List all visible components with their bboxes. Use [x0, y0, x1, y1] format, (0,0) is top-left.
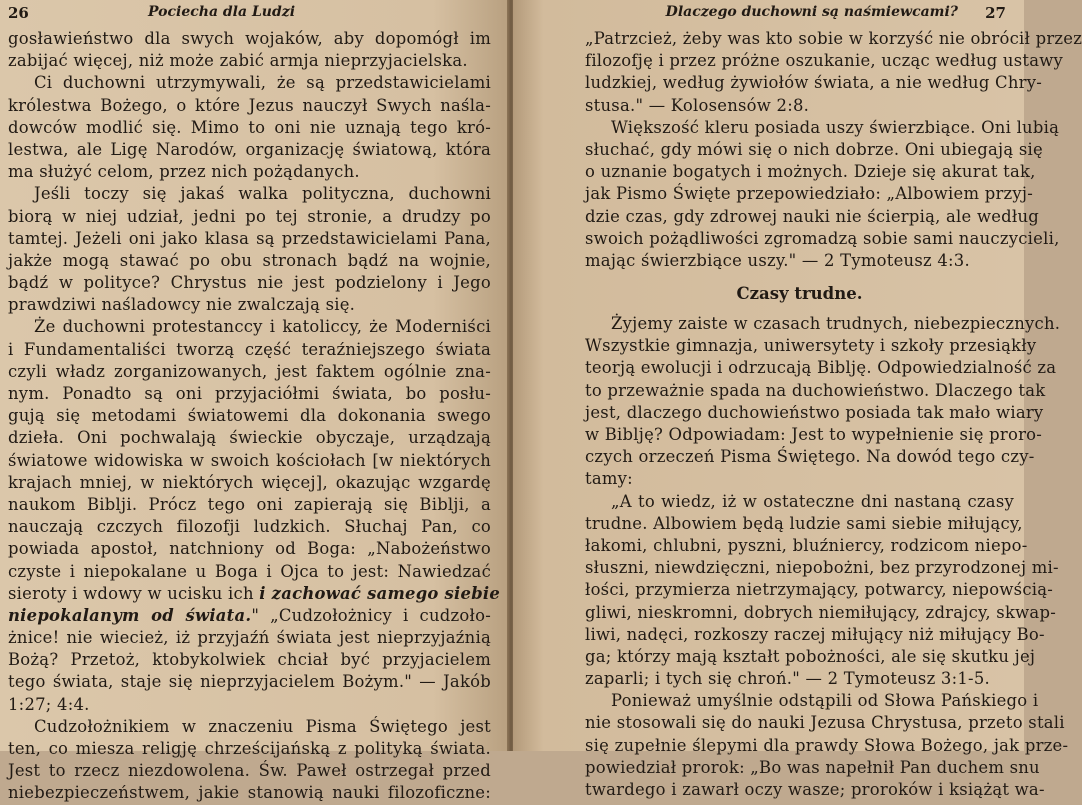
text-line: jakże mogą stawać po obu stronach bądź na wojnie, [8, 250, 491, 270]
text-line: jest, dlaczego duchowieństwo posiada tak mało wiary [585, 402, 1044, 422]
text-line: czyste i niepokalane u Boga i Ojca to jest: Nawiedzać [8, 561, 491, 581]
text-line: Bożą? Przetoż, ktobykolwiek chciał być przyjacielem [8, 650, 491, 670]
text-line: twardego i zawarł oczy wasze; proroków i książąt wa- [585, 780, 1045, 799]
text-line: o uznanie bogatych i możnych. Dzieje się akurat tak, [585, 162, 1036, 182]
text-line: liwi, nadęci, rozkoszy raczej miłujący niż miłujący Bo- [585, 624, 1045, 644]
text-line: tego świata, staje się nieprzyjacielem Bożym." — Jakób [8, 672, 491, 692]
text-line: ludzkiej, według żywiołów świata, a nie według Chry- [585, 73, 1043, 93]
text-line: tamtej. Jeżeli oni jako klasa są przedstawicielami Pana, [8, 228, 491, 248]
text-line: „A to wiedz, iż w ostateczne dni nastaną czasy [611, 491, 1014, 511]
text-line: tamy: [585, 469, 633, 489]
text-line: słuchać, gdy mówi się o nich dobrze. Oni ubiegają się [585, 139, 1043, 159]
section-heading: Czasy trudne. [736, 284, 863, 304]
text-line: Cudzołożnikiem w znaczeniu Pisma Świętego jest [34, 716, 491, 736]
text-line: łości, przymierza nietrzymający, potwarcy, niepowścią- [585, 580, 1054, 600]
text-line: królestwa Bożego, o które Jezus nauczył Swych naśla- [8, 95, 491, 115]
text-line: to przeważnie spada na duchowieństwo. Dlaczego tak [585, 380, 1046, 400]
text-line: powiedział prorok: „Bo was napełnił Pan duchem snu [585, 757, 1040, 777]
left-page-body [8, 28, 501, 805]
text-line: powiada apostoł, natchniony od Boga: „Nabożeństwo [8, 539, 491, 559]
right-page [513, 0, 1082, 799]
text-line: światowe widowiska w swoich kościołach [w niektórych [8, 450, 491, 470]
text-line: Jeśli toczy się jakaś walka polityczna, duchowni [34, 184, 491, 204]
text-line: ten, co miesza religję chrześcijańską z polityką świata. [8, 739, 491, 758]
left-page-header [8, 0, 491, 28]
page-number: 27 [985, 4, 1006, 22]
text-line: się zupełnie ślepymi dla prawdy Słowa Bożego, jak prze- [585, 735, 1069, 755]
text-line: sieroty i wdowy w ucisku ich i zachować samego siebie [8, 583, 501, 603]
text-line: dowców modlić się. Mimo to oni nie uznają tego kró- [8, 117, 491, 137]
italic-emphasis: i zachować samego siebie [259, 583, 501, 603]
text-line: gują się metodami światowemi dla dokonania swego [8, 406, 491, 426]
text-line: zaparli; i tych się chroń." — 2 Tymoteusz 3:1-5. [585, 669, 990, 689]
text-line: niepokalanym od świata." „Cudzołożnicy i cudzoło- [8, 605, 491, 625]
text-line: Wszystkie gimnazja, uniwersytety i szkoły przesiąkły [585, 336, 1037, 356]
text-line: teorją ewolucji i odrzucają Biblję. Odpowiedzialność za [585, 358, 1057, 378]
text-line: 1:27; 4:4. [8, 694, 90, 714]
text-line: gliwi, nieskromni, dobrych niemiłujący, zdrajcy, skwap- [585, 602, 1056, 622]
text-line: filozofję i przez próżne oszukanie, ucząc według ustawy [585, 51, 1064, 71]
text-line: czych orzeczeń Pisma Świętego. Na dowód tego czy- [585, 447, 1035, 467]
text-line: Jest to rzecz niezdowolena. Św. Paweł ostrzegał przed [8, 761, 491, 781]
text-line: Większość kleru posiada uszy świerzbiące. Oni lubią [611, 117, 1060, 137]
text-line: dzieła. Oni pochwalają świeckie obyczaje, urządzają [8, 428, 491, 448]
text-line: trudne. Albowiem będą ludzie sami siebie miłujący, [585, 513, 1023, 533]
right-page-body-top [585, 28, 1082, 272]
text-line: i Fundamentaliści tworzą część teraźniejszego świata [8, 339, 491, 359]
text-line: stusa." — Kolosensów 2:8. [585, 95, 810, 115]
text-line: ga; którzy mają kształt pobożności, ale się skutku jej [585, 646, 1036, 666]
text-line: niebezpieczeństwem, jakie stanowią nauki filozoficzne: [8, 783, 491, 803]
left-page [0, 0, 509, 803]
text-line: lestwa, ale Ligę Narodów, organizację światową, która [8, 139, 491, 159]
text-line: mając świerzbiące uszy." — 2 Tymoteusz 4:3. [585, 250, 970, 270]
right-page-body-bottom [585, 313, 1069, 801]
text-line: Że duchowni protestanccy i katoliccy, że Moderniści [34, 317, 491, 337]
text-line: ma służyć celom, przez nich pożądanych. [8, 162, 360, 182]
running-title: Pociecha dla Ludzi [148, 4, 296, 20]
italic-emphasis: niepokalanym od świata. [8, 605, 252, 625]
text-line: dzie czas, gdy zdrowej nauki nie ścierpią, ale według [585, 206, 1040, 226]
page-number: 26 [8, 4, 29, 22]
text-line: nym. Ponadto są oni przyjaciółmi świata, bo posłu- [8, 384, 491, 403]
text-line: „Patrzcież, żeby was kto sobie w korzyść nie obrócił przez [585, 29, 1082, 48]
text-line: bądź w polityce? Chrystus nie jest podzielony i Jego [8, 273, 491, 293]
text-line: naukom Biblji. Prócz tego oni zapierają się Biblji, a [8, 494, 491, 514]
text-line: żnice! nie wiecież, iż przyjaźń świata jest nieprzyjaźnią [8, 628, 491, 648]
text-line: słuszni, niewdzięczni, niepobożni, bez przyrodzonej mi- [585, 558, 1059, 578]
text-line: Żyjemy zaiste w czasach trudnych, niebezpiecznych. [611, 314, 1061, 334]
text-line: nauczają czczych filozofji ludzkich. Słuchaj Pan, co [8, 517, 491, 537]
text-line: biorą w niej udział, jedni po tej stronie, a drudzy po [8, 206, 491, 226]
text-line: prawdziwi naśladowcy nie zwalczają się. [8, 295, 356, 315]
running-title: Dlaczego duchowni są naśmiewcami? [665, 4, 958, 20]
text-line: Ci duchowni utrzymywali, że są przedstawicielami [34, 73, 491, 93]
text-line: Ponieważ umyślnie odstąpili od Słowa Pańskiego i [611, 691, 1039, 711]
text-line: jak Pismo Święte przepowiedziało: „Albowiem przyj- [585, 184, 1034, 204]
text-line: czyli władz zorganizowanych, jest faktem ogólnie zna- [8, 361, 491, 381]
text-line: nie stosowali się do nauki Jezusa Chrystusa, przeto stali [585, 713, 1065, 733]
text-line: gosławieństwo dla swych wojaków, aby dopomógł im [8, 29, 491, 48]
text-line: krajach mniej, w niektórych więcej], okazując wzgardę [8, 472, 491, 492]
text-line: łakomi, chlubni, pyszni, bluźniercy, rodzicom niepo- [585, 535, 1028, 555]
text-line: w Biblję? Odpowiadam: Jest to wypełnienie się proro- [585, 425, 1043, 444]
text-line: zabijać więcej, niż może zabić armja nieprzyjacielska. [8, 51, 468, 71]
text-line: swoich pożądliwości zgromadzą sobie sami nauczycieli, [585, 228, 1060, 248]
right-page-header [585, 0, 1014, 28]
